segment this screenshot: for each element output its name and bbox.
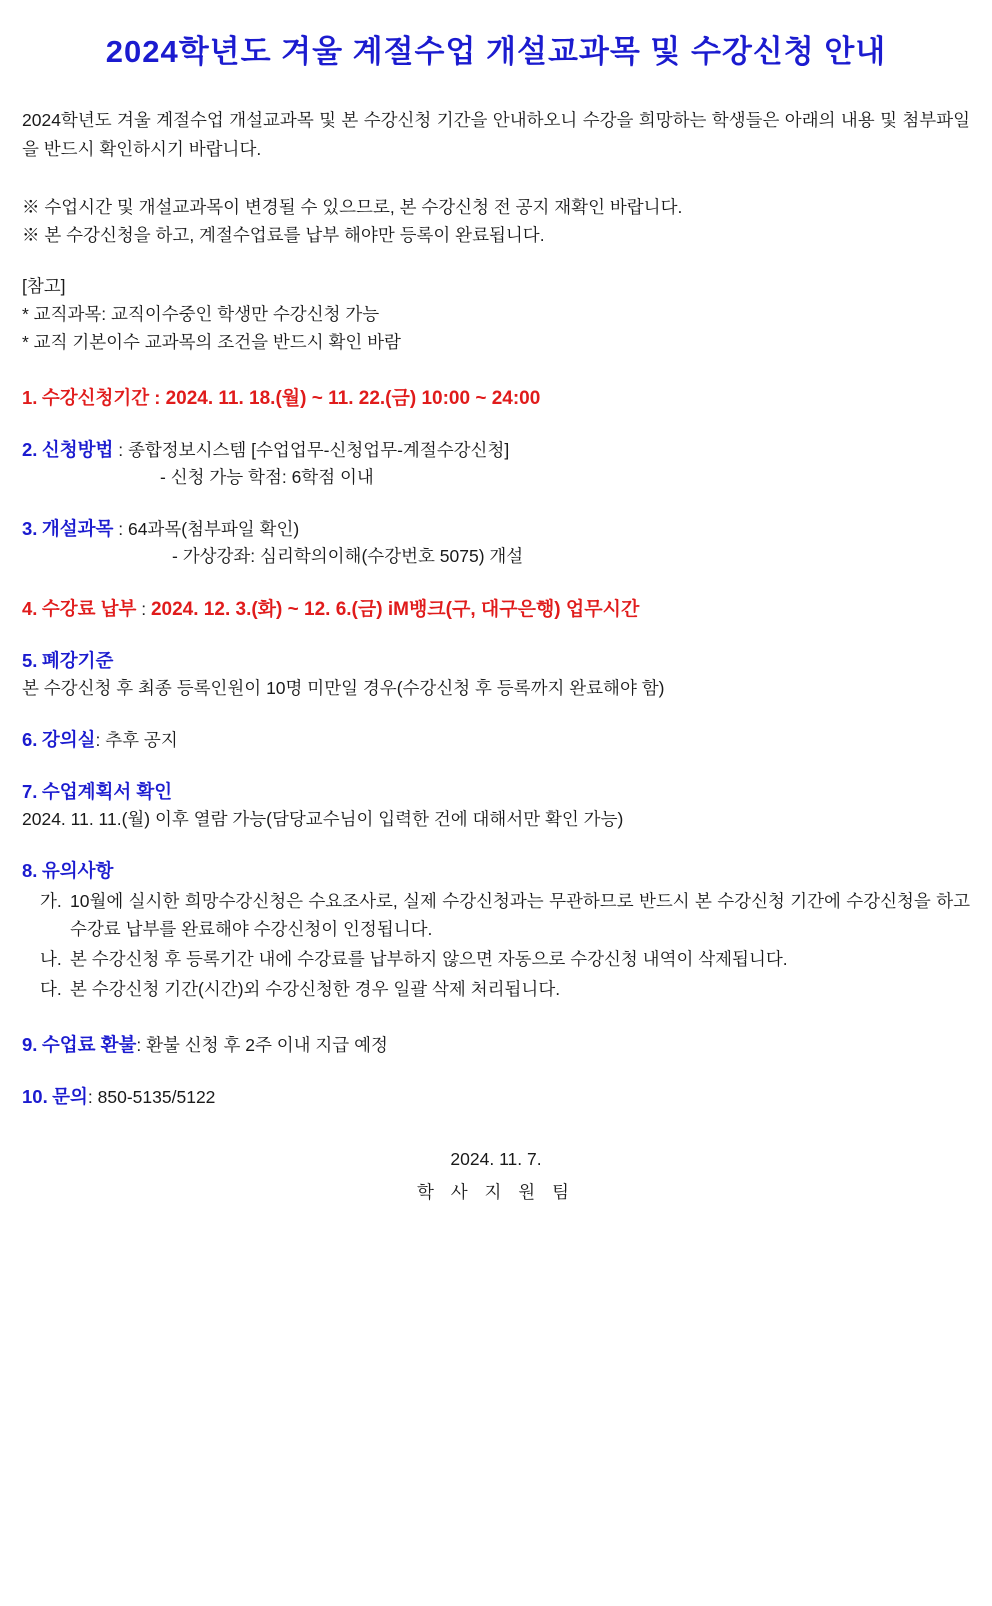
item-2-separator: : [113, 439, 128, 460]
item-4-number: 4. [22, 597, 38, 619]
item-4-separator: : [136, 598, 151, 619]
list-item [22, 945, 970, 973]
item-4 [22, 594, 970, 621]
item-5-line: 본 수강신청 후 최종 등록인원이 10명 미만일 경우(수강신청 후 등록까지 완료해야 함) [22, 677, 665, 698]
item-1-separator: : [149, 386, 166, 408]
item-3-head: 개설과목 [41, 517, 114, 539]
item-3-sub: - 가상강좌: 심리학의이해(수강번호 5075) 개설 [172, 545, 524, 566]
spacer [22, 568, 970, 594]
item-2 [22, 436, 970, 489]
item-6-separator: : [95, 729, 106, 750]
item-8-head: 유의사항 [41, 859, 114, 881]
item-1 [22, 383, 970, 410]
item-5-number: 5. [22, 649, 38, 671]
item-10-head: 문의 [52, 1085, 88, 1107]
item-5-head: 폐강기준 [41, 649, 114, 671]
spacer [22, 621, 970, 647]
spacer [22, 752, 970, 778]
spacer [22, 171, 970, 193]
item-9-separator: : [136, 1034, 147, 1055]
item-8 [22, 857, 970, 1003]
item-2-number: 2. [22, 438, 38, 460]
item-10-body: 850-5135/5122 [97, 1086, 216, 1107]
item-4-body: 2024. 12. 3.(화) ~ 12. 6.(금) iM뱅크(구, 대구은행) 업무시간 [150, 598, 640, 620]
item-6-body: 추후 공지 [105, 729, 178, 750]
item-7-line: 2024. 11. 11.(월) 이후 열람 가능(담당교수님이 입력한 건에 대해서만 확인 가능) [22, 808, 624, 829]
item-1-number: 1. [22, 386, 38, 408]
item-1-body: 2024. 11. 18.(월) ~ 11. 22.(금) 10:00 ~ 24:00 [165, 387, 541, 409]
spacer [22, 1057, 970, 1083]
item-4-head: 수강료 납부 [41, 597, 137, 619]
notice-list [22, 887, 970, 1003]
item-2-sub: - 신청 가능 학점: 6학점 이내 [160, 466, 374, 487]
reference-heading: [참고] [22, 275, 66, 296]
item-3-number: 3. [22, 517, 38, 539]
item-10-number: 10. [22, 1085, 48, 1107]
item-3-body: 64과목(첨부파일 확인) [127, 518, 300, 539]
item-5 [22, 647, 970, 700]
list-item-marker: 가. [40, 890, 62, 911]
note-line-1: ※ 수업시간 및 개설교과목이 변경될 수 있으므로, 본 수강신청 전 공지 재확인 바랍니다. [22, 196, 683, 217]
spacer [22, 250, 970, 272]
item-10-separator: : [87, 1086, 98, 1107]
footer-team: 학 사 지 원 팀 [417, 1181, 575, 1202]
intro-paragraph: 2024학년도 겨울 계절수업 개설교과목 및 본 수강신청 기간을 안내하오니 수강을 희망하는 학생들은 아래의 내용 및 첨부파일을 반드시 확인하시기 바랍니다. [22, 110, 970, 159]
list-item-text: 본 수강신청 후 등록기간 내에 수강료를 납부하지 않으면 자동으로 수강신청 내역이 삭제됩니다. [70, 948, 788, 969]
list-item-text: 10월에 실시한 희망수강신청은 수요조사로, 실제 수강신청과는 무관하므로 반드시 본 수강신청 기간에 수강신청을 하고 수강료 납부를 완료해야 수강신청이 인정됩니다. [70, 890, 970, 939]
item-3 [22, 515, 970, 568]
spacer [22, 831, 970, 857]
footer-date: 2024. 11. 7. [450, 1148, 542, 1169]
list-item [22, 975, 970, 1003]
item-9-body: 환불 신청 후 2주 이내 지급 예정 [146, 1034, 388, 1055]
list-item-marker: 나. [40, 948, 62, 969]
item-9-number: 9. [22, 1033, 38, 1055]
item-7-number: 7. [22, 780, 38, 802]
item-1-head: 수강신청기간 [41, 386, 150, 408]
item-2-body: 종합정보시스템 [수업업무-신청업무-계절수강신청] [127, 439, 510, 460]
spacer [22, 357, 970, 383]
item-2-head: 신청방법 [41, 438, 114, 460]
spacer [22, 489, 970, 515]
reference-line-1: * 교직과목: 교직이수중인 학생만 수강신청 가능 [22, 304, 380, 325]
note-line-2: ※ 본 수강신청을 하고, 계절수업료를 납부 해야만 등록이 완료됩니다. [22, 225, 545, 246]
item-3-separator: : [113, 518, 128, 539]
item-9-head: 수업료 환불 [41, 1033, 137, 1055]
item-6-head: 강의실 [41, 728, 96, 750]
item-10 [22, 1083, 970, 1109]
item-7 [22, 778, 970, 831]
list-item-text: 본 수강신청 기간(시간)외 수강신청한 경우 일괄 삭제 처리됩니다. [70, 978, 561, 999]
spacer [22, 700, 970, 726]
item-9 [22, 1031, 970, 1057]
item-6-number: 6. [22, 728, 38, 750]
reference-line-2: * 교직 기본이수 교과목의 조건을 반드시 확인 바람 [22, 332, 401, 353]
document-footer [22, 1143, 970, 1210]
list-item-marker: 다. [40, 978, 62, 999]
list-item [22, 887, 970, 943]
item-7-head: 수업계획서 확인 [41, 780, 173, 802]
spacer [22, 410, 970, 436]
spacer [22, 1005, 970, 1031]
item-6 [22, 726, 970, 752]
page-title: 2024학년도 겨울 계절수업 개설교과목 및 수강신청 안내 [105, 34, 887, 69]
item-8-number: 8. [22, 859, 38, 881]
